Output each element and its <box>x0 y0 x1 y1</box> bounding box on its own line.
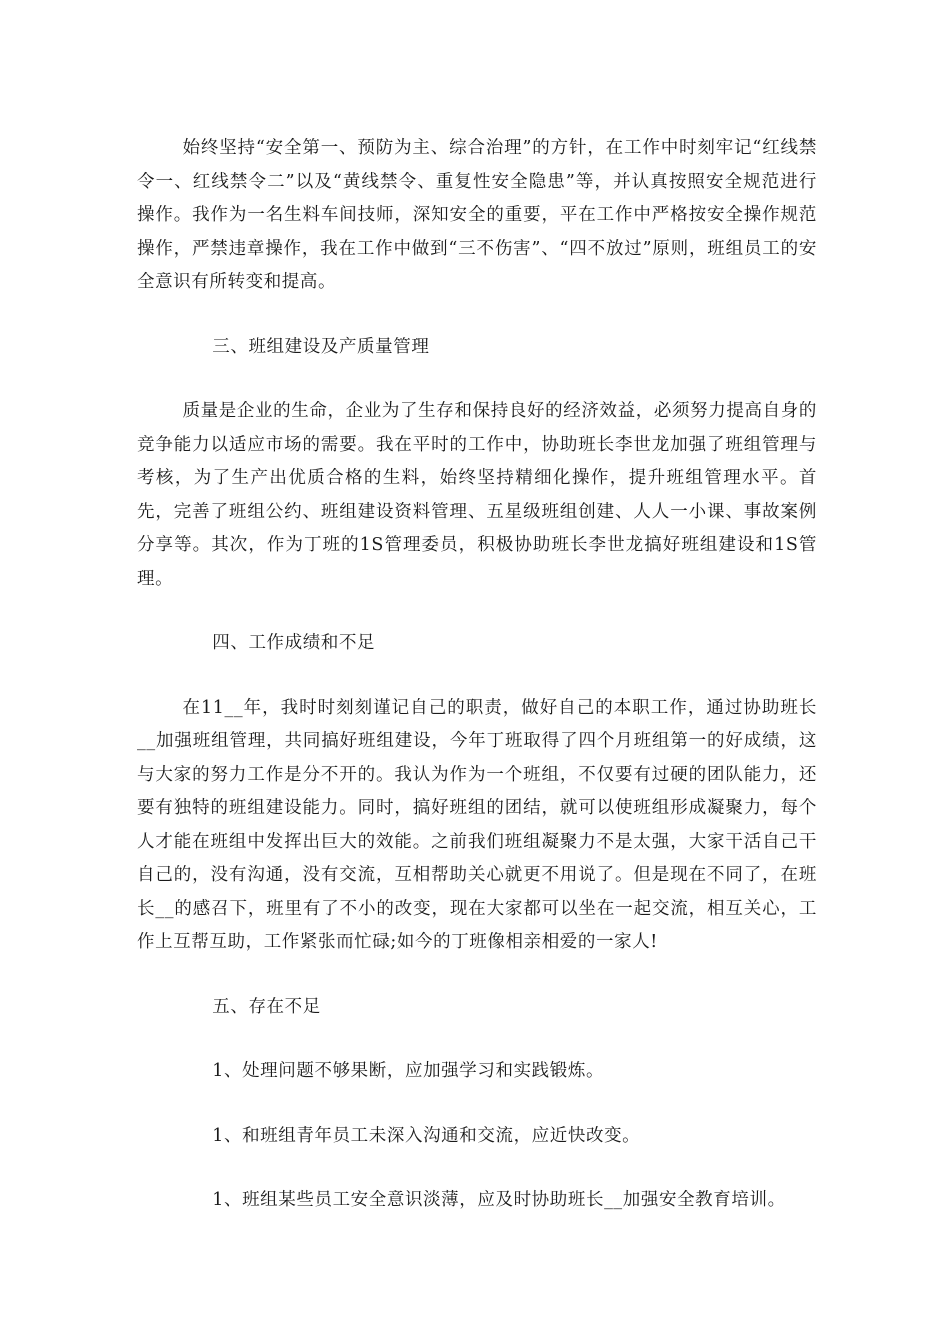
document-body <box>137 132 817 1218</box>
paragraph-quality: 质量是企业的生命，企业为了生存和保持良好的经济效益，必须努力提高自身的竞争能力以适应市场的需要。我在平时的工作中，协助班长李世龙加强了班组管理与考核，为了生产出优质合格的生料，始终坚持精细化操作，提升班组管理水平。首先，完善了班组公约、班组建设资料管理、五星级班组创建、人人一小课、事故案例分享等。其次，作为丁班的1S管理委员，积极协助班长李世龙搞好班组建设和1S管理。 <box>137 401 817 589</box>
heading-shortcomings: 五、存在不足 <box>212 996 321 1017</box>
list-item: 1、和班组青年员工未深入沟通和交流，应近快改变。 <box>212 1125 641 1146</box>
heading-achievements: 四、工作成绩和不足 <box>212 633 376 653</box>
paragraph-safety: 始终坚持“安全第一、预防为主、综合治理”的方针，在工作中时刻牢记“红线禁令一、红线禁令二”以及“黄线禁令、重复性安全隐患”等，并认真按照安全规范进行操作。我作为一名生料车间技师，深知安全的重要，平在工作中严格按安全操作规范操作，严禁违章操作，我在工作中做到“三不伤害”、“四不放过”原则，班组员工的安全意识有所转变和提高。 <box>137 138 817 292</box>
list-item: 1、处理问题不够果断，应加强学习和实践锻炼。 <box>212 1061 605 1081</box>
list-item: 1、班组某些员工安全意识淡薄，应及时协助班长__加强安全教育培训。 <box>212 1190 786 1210</box>
heading-team-building: 三、班组建设及产质量管理 <box>212 336 430 357</box>
paragraph-achievements: 在11__年，我时时刻刻谨记自己的职责，做好自己的本职工作，通过协助班长__加强班组管理，共同搞好班组建设，今年丁班取得了四个月班组第一的好成绩，这与大家的努力工作是分不开的。我认为作为一个班组，不仅要有过硬的团队能力，还要有独特的班组建设能力。同时，搞好班组的团结，就可以使班组形成凝聚力，每个人才能在班组中发挥出巨大的效能。之前我们班组凝聚力不是太强，大家干活自己干自己的，没有沟通，没有交流，互相帮助关心就更不用说了。但是现在不同了，在班长__的感召下，班里有了不小的改变，现在大家都可以坐在一起交流，相互关心，工作上互帮互助，工作紧张而忙碌;如今的丁班像相亲相爱的一家人! <box>137 697 817 952</box>
